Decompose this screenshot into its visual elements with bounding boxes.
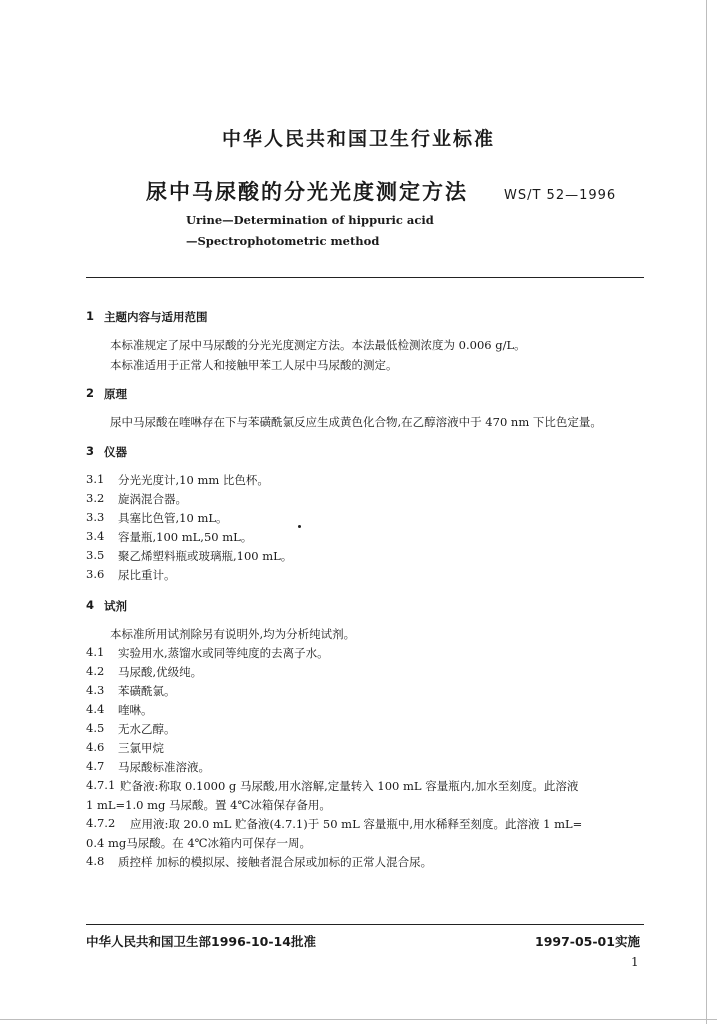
item-4-6-text: 三氯甲烷: [118, 741, 164, 755]
bottom-divider: [86, 924, 644, 925]
item-4-7-2-line-2: 0.4 mg马尿酸。在 4℃冰箱内可保存一周。: [86, 836, 312, 850]
english-title-line-2: —Spectrophotometric method: [186, 234, 380, 248]
scan-bottom-line: [0, 1019, 717, 1020]
item-4-1-text: 实验用水,蒸馏水或同等纯度的去离子水。: [118, 646, 329, 660]
item-4-4-text: 喹啉。: [118, 703, 153, 717]
item-4-7-text: 马尿酸标准溶液。: [118, 760, 210, 774]
item-4-7-1-line-2: 1 mL=1.0 mg 马尿酸。置 4℃冰箱保存备用。: [86, 798, 331, 812]
item-3-4-text: 容量瓶,100 mL,50 mL。: [118, 530, 253, 544]
item-3-3-text: 具塞比色管,10 mL。: [118, 511, 228, 525]
item-4-7-2-number: 4.7.2: [86, 816, 116, 830]
approval-statement: 中华人民共和国卫生部1996-10-14批准: [86, 934, 316, 949]
section-2-number: 2: [86, 386, 95, 400]
section-4-number: 4: [86, 598, 95, 612]
section-1-title: 主题内容与适用范围: [104, 310, 208, 324]
item-3-6-text: 尿比重计。: [118, 568, 176, 582]
item-4-5-text: 无水乙醇。: [118, 722, 176, 736]
item-3-5-number: 3.5: [86, 548, 105, 562]
item-4-1-number: 4.1: [86, 645, 105, 659]
item-3-6-number: 3.6: [86, 567, 105, 581]
item-4-7-2-line-1: 应用液:取 20.0 mL 贮备液(4.7.1)于 50 mL 容量瓶中,用水稀释至刻度。此溶液 1 mL=: [130, 817, 583, 831]
item-4-4-number: 4.4: [86, 702, 105, 716]
page-number: 1: [631, 955, 639, 969]
item-3-3-number: 3.3: [86, 510, 105, 524]
item-4-6-number: 4.6: [86, 740, 105, 754]
item-4-8-text: 质控样 加标的模拟尿、接触者混合尿或加标的正常人混合尿。: [118, 855, 433, 869]
section-4-paragraph: 本标准所用试剂除另有说明外,均为分析纯试剂。: [110, 627, 356, 641]
item-3-1-number: 3.1: [86, 472, 105, 486]
item-4-3-number: 4.3: [86, 683, 105, 697]
section-2-title: 原理: [104, 387, 127, 401]
effective-date: 1997-05-01实施: [535, 934, 640, 949]
section-1-paragraph-2: 本标准适用于正常人和接触甲苯工人尿中马尿酸的测定。: [110, 358, 398, 372]
item-4-5-number: 4.5: [86, 721, 105, 735]
standard-body-heading: 中华人民共和国卫生行业标准: [221, 128, 495, 150]
item-3-4-number: 3.4: [86, 529, 105, 543]
section-3-title: 仪器: [104, 445, 127, 459]
scan-edge-line: [706, 0, 707, 1024]
standard-code: WS/T 52—1996: [504, 188, 617, 203]
english-title-line-1: Urine—Determination of hippuric acid: [186, 213, 434, 227]
item-3-5-text: 聚乙烯塑料瓶或玻璃瓶,100 mL。: [118, 549, 293, 563]
item-3-2-number: 3.2: [86, 491, 105, 505]
top-divider: [86, 277, 644, 278]
section-2-paragraph: 尿中马尿酸在喹啉存在下与苯磺酰氯反应生成黄色化合物,在乙醇溶液中于 470 nm 下比色定量。: [110, 415, 602, 429]
scan-speck: [298, 525, 301, 528]
section-4-title: 试剂: [104, 599, 127, 613]
item-4-7-1-number: 4.7.1: [86, 778, 116, 792]
item-4-3-text: 苯磺酰氯。: [118, 684, 176, 698]
item-3-1-text: 分光光度计,10 mm 比色杯。: [118, 473, 269, 487]
item-4-7-1-line-1: 贮备液:称取 0.1000 g 马尿酸,用水溶解,定量转入 100 mL 容量瓶内,加水至刻度。此溶液: [120, 779, 579, 793]
document-title: 尿中马尿酸的分光光度测定方法: [146, 180, 468, 204]
item-3-2-text: 旋涡混合器。: [118, 492, 187, 506]
section-1-number: 1: [86, 309, 95, 323]
section-3-number: 3: [86, 444, 95, 458]
item-4-7-number: 4.7: [86, 759, 105, 773]
section-1-paragraph-1: 本标准规定了尿中马尿酸的分光光度测定方法。本法最低检测浓度为 0.006 g/L。: [110, 338, 526, 352]
item-4-2-text: 马尿酸,优级纯。: [118, 665, 203, 679]
item-4-2-number: 4.2: [86, 664, 105, 678]
item-4-8-number: 4.8: [86, 854, 105, 868]
